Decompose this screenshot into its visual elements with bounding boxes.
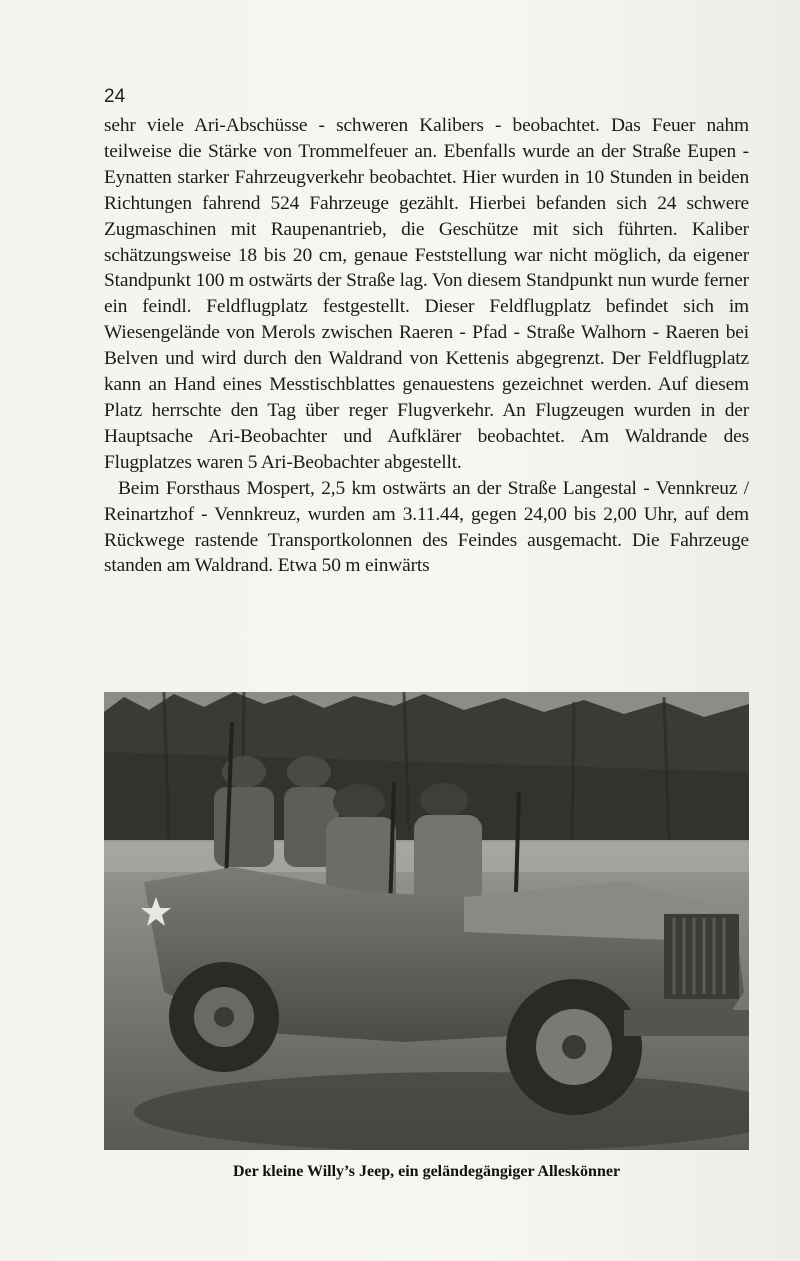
body-text [104, 113, 749, 579]
page-number: 24 [104, 86, 126, 107]
paragraph-2: Beim Forsthaus Mospert, 2,5 km ostwärts an der Straße Langestal - Vennkreuz / Reinartzhof - Vennkreuz, wurden am 3.11.44, gegen 24,00 bis 2,00 Uhr, auf dem Rückwege rastende Transportkolonnen des Feindes ausgemacht. Die Fahrzeuge standen am Waldrand. Etwa 50 m einwärts [104, 477, 749, 577]
jeep-photograph [104, 692, 749, 1150]
paragraph-1: sehr viele Ari-Abschüsse - schweren Kalibers - beobachtet. Das Feuer nahm teilweise die Stärke von Trommelfeuer an. Ebenfalls wurde an der Straße Eupen - Eynatten starker Fahrzeugverkehr beobachtet. Hier wurden in 10 Stunden in beiden Richtungen fahrend 524 Fahrzeuge gezählt. Hierbei befanden sich 24 schwere Zugmaschinen mit Raupenantrieb, die Geschütze mit sich führten. Kaliber schätzungsweise 18 bis 20 cm, genaue Feststellung war nicht möglich, da eigener Standpunkt 100 m ostwärts der Straße lag. Von diesem Standpunkt nun wurde ferner ein feindl. Feldflugplatz festgestellt. Dieser Feldflugplatz befindet sich im Wiesengelände von Merols zwischen Raeren - Pfad - Straße Walhorn - Raeren bei Belven und wird durch den Waldrand von Kettenis abgegrenzt. Der Feldflugplatz kann an Hand eines Messtischblattes genauestens gezeichnet werden. Auf diesem Platz herrschte den Tag über reger Flugverkehr. An Flugzeugen wurden in der Hauptsache Ari-Beobachter und Aufklärer beobachtet. Am Waldrande des Flugplatzes waren 5 Ari-Beobachter abgestellt. [104, 115, 749, 473]
photo-caption: Der kleine Willy’s Jeep, ein geländegängiger Alleskönner [232, 1163, 621, 1180]
jeep-photo-illustration [104, 692, 749, 1150]
